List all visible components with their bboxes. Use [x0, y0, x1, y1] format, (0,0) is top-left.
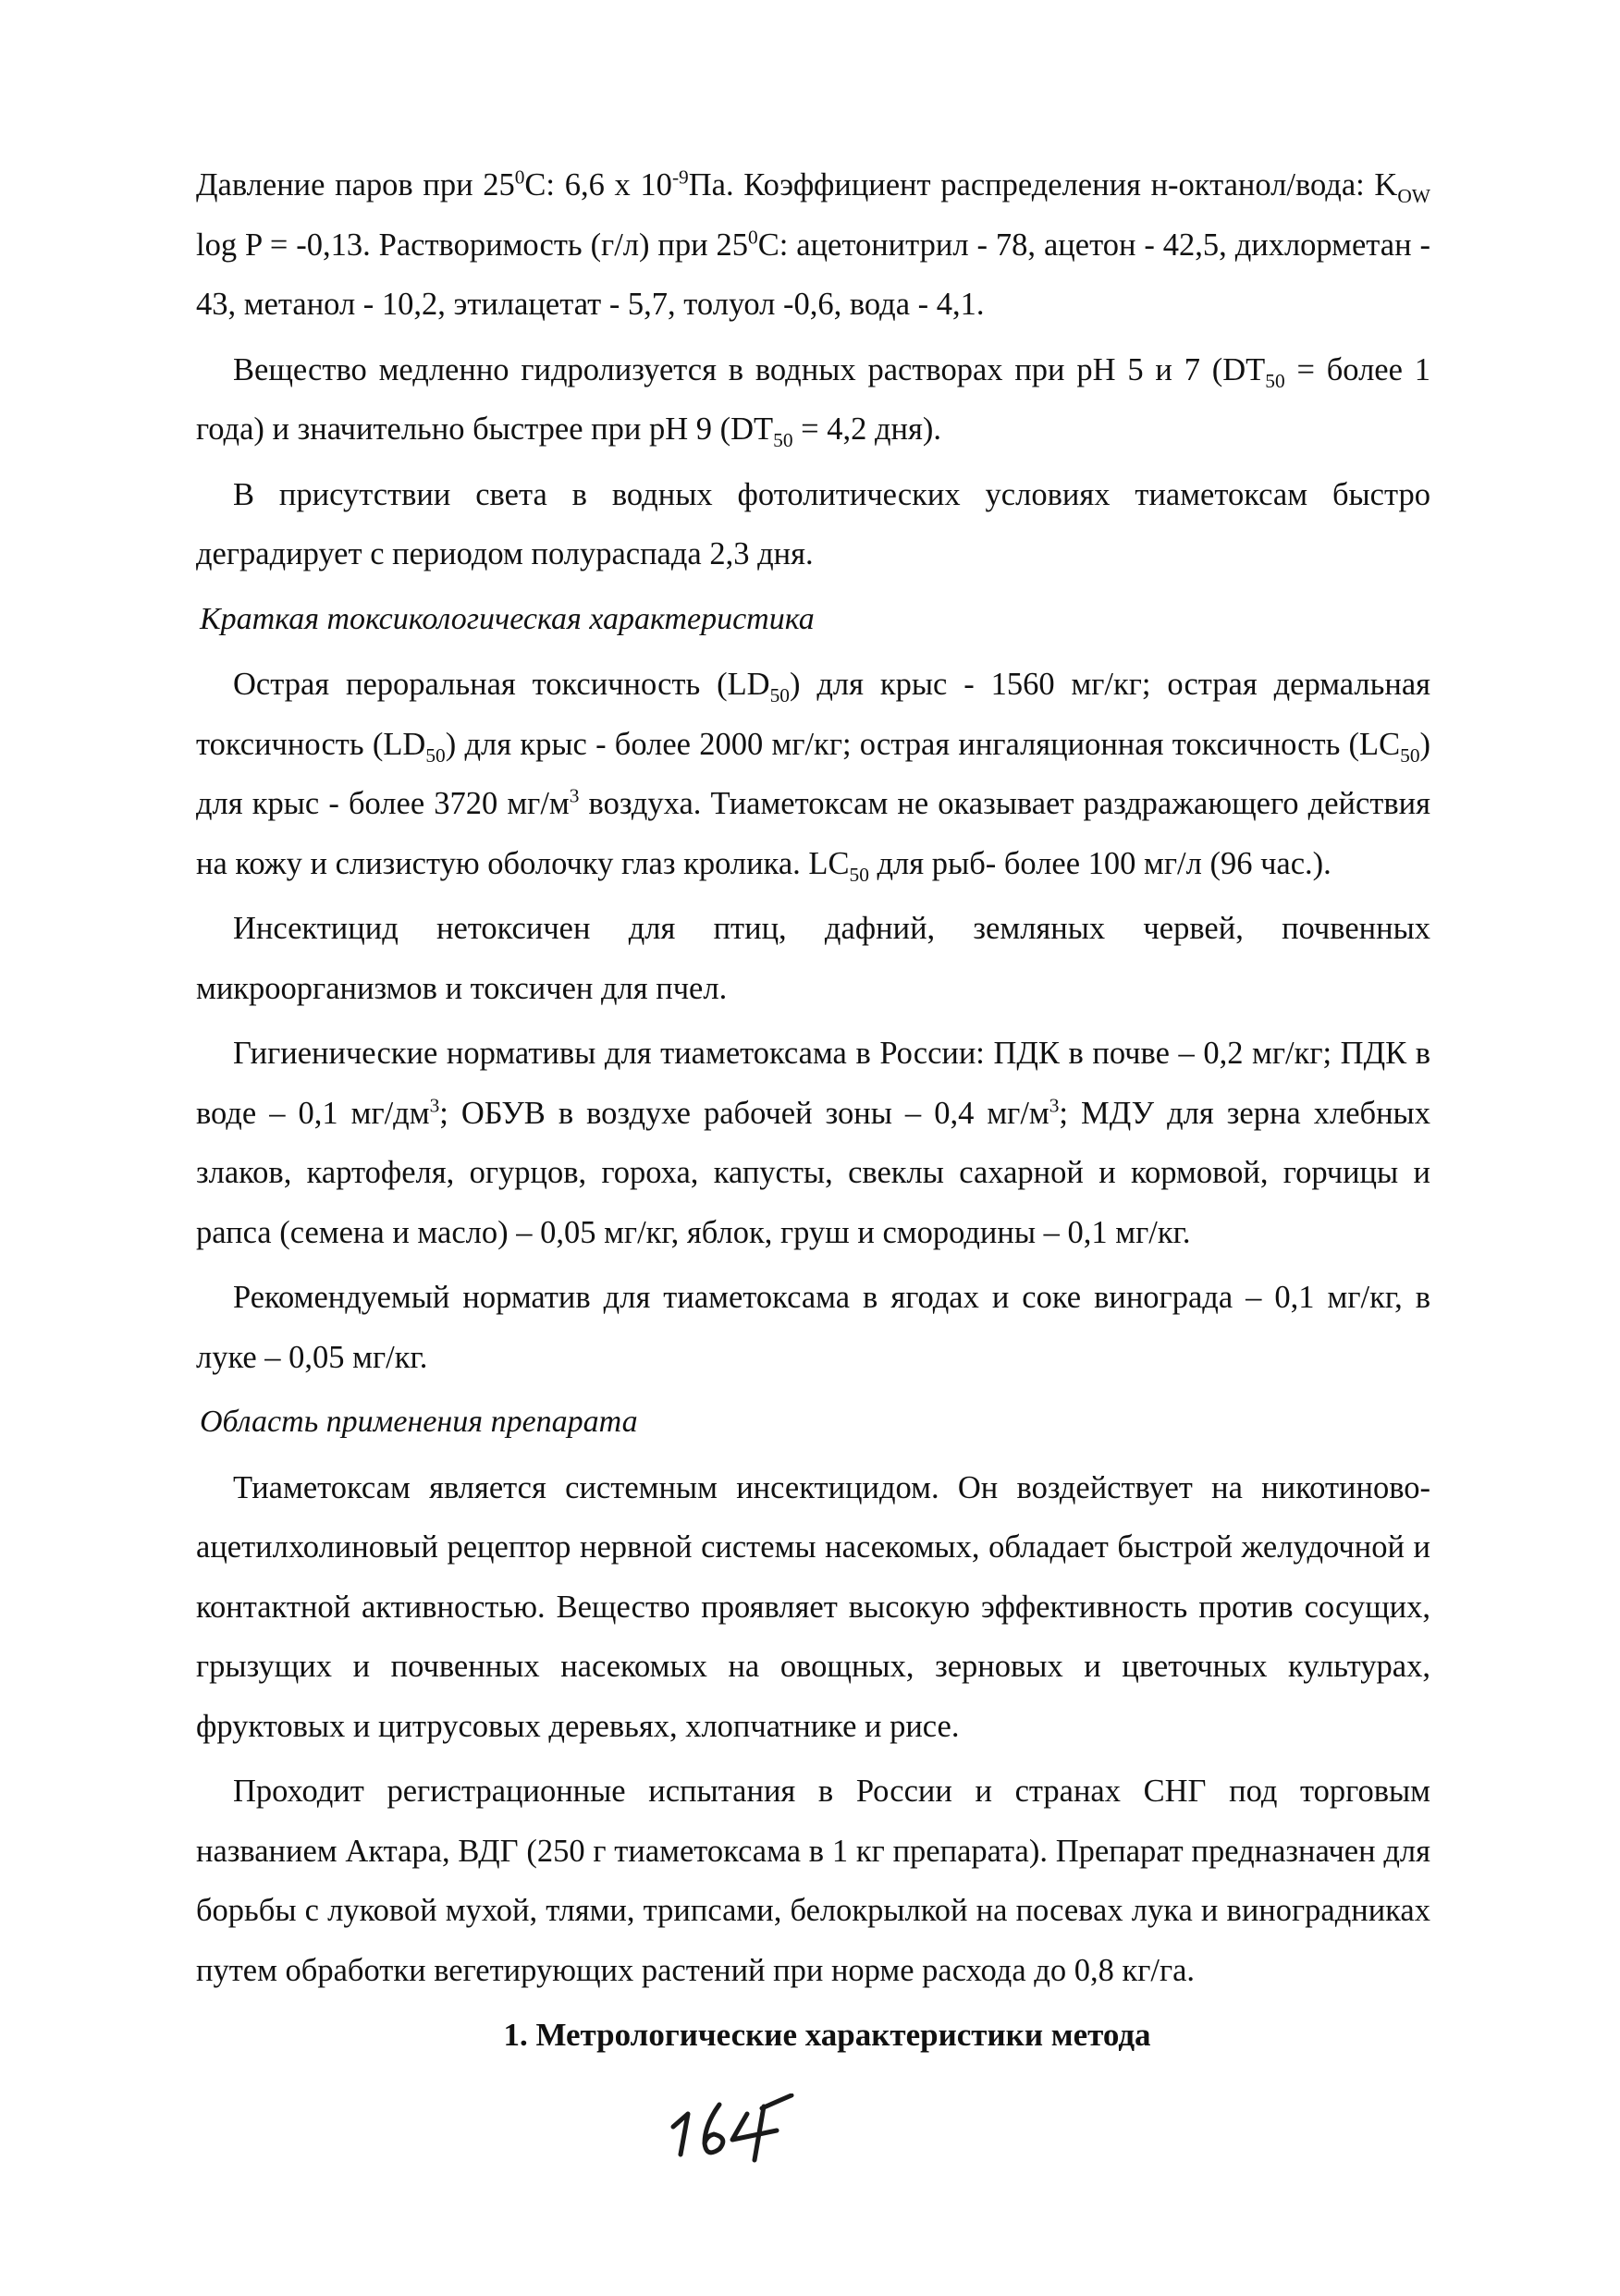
- hygiene-norms-paragraph: [196, 1024, 1430, 1262]
- degree-mark: 0: [748, 226, 758, 248]
- non-toxic-paragraph: Инсектицид нетоксичен для птиц, дафний, земляных червей, почвенных микроорганизмов и токсичен для пчел.: [196, 911, 1430, 1006]
- photolysis-paragraph: В присутствии света в водных фотолитических условиях тиаметоксам быстро деградирует с периодом полураспада 2,3 дня.: [196, 476, 1430, 571]
- text-run: воздуха. Тиаметоксам не оказывает раздражающего действия на кожу и слизистую оболочку глаз кролика. LC: [196, 786, 1430, 881]
- subscript: 50: [769, 683, 790, 706]
- toxicology-heading: Краткая токсикологическая характеристика: [200, 601, 815, 636]
- digit-1-stroke: [673, 2114, 688, 2155]
- text-run: Вещество медленно гидролизуется в водных растворах при pH 5 и 7 (DT: [233, 351, 1266, 387]
- text-run: ; ОБУВ в воздухе рабочей зоны – 0,4 мг/м: [439, 1095, 1049, 1131]
- exponent: 3: [429, 1094, 440, 1116]
- text-run: ; МДУ для зерна хлебных злаков, картофеля, огурцов, гороха, капусты, свеклы сахарной и кормовой, горчицы и рапса (семена и масло) – 0,05 мг/кг, яблок, груш и смородины – 0,1 мг/кг.: [196, 1095, 1430, 1250]
- text-run: log P = -0,13. Растворимость (г/л) при 25: [196, 227, 749, 263]
- subscript: 50: [773, 428, 793, 451]
- exponent: 3: [1049, 1094, 1060, 1116]
- text-run: = более 1 года) и значительно быстрее при pH 9 (DT: [196, 351, 1430, 447]
- degree-mark: 0: [514, 166, 525, 189]
- subscript: 50: [849, 863, 869, 886]
- subscript: 50: [1400, 743, 1420, 767]
- digit-4-stroke: [732, 2114, 777, 2140]
- text-run: С: 6,6 x 10: [524, 167, 672, 203]
- text-run: Давление паров при 25: [196, 167, 515, 203]
- text-run: Острая пероральная токсичность (LD: [233, 667, 770, 702]
- subscript: OW: [1397, 184, 1430, 207]
- exponent: 3: [569, 784, 580, 807]
- text-run: = 4,2 дня).: [792, 411, 941, 447]
- text-run: для рыб- более 100 мг/л (96 час.).: [868, 845, 1332, 881]
- text-run: Па. Коэффициент распределения н-октанол/вода: K: [688, 167, 1398, 203]
- text-run: ) для крыс - более 2000 мг/кг; острая ингаляционная токсичность (LC: [445, 726, 1401, 762]
- hydrolysis-paragraph: [196, 340, 1430, 460]
- toxicity-paragraph: [196, 655, 1430, 893]
- subscript: 50: [425, 743, 446, 767]
- document-page: [196, 155, 1430, 2066]
- subscript: 50: [1265, 369, 1285, 392]
- text-run: ) для крыс - более 3720 мг/м: [196, 726, 1430, 821]
- text-run: С: ацетонитрил - 78, ацетон - 42,5, дихлорметан - 43, метанол - 10,2, этилацетат - 5,7, толуол -0,6, вода - 4,1.: [196, 227, 1430, 322]
- digit-6-stroke: [705, 2105, 723, 2153]
- application-heading: Область применения препарата: [200, 1405, 638, 1439]
- systemic-insecticide-paragraph: Тиаметоксам является системным инсектицидом. Он воздействует на никотиново-ацетилхолиновый рецептор нервной системы насекомых, обладает быстрой желудочной и контактной активностью. Вещество проявляет высокую эффективность против сосущих, грызущих и почвенных насекомых на овощных, зерновых и цветочных культурах, фруктовых и цитрусовых деревьях, хлопчатнике и рисе.: [196, 1469, 1430, 1744]
- exponent: -9: [671, 166, 689, 189]
- handwritten-page-number: [668, 2093, 797, 2167]
- registration-paragraph: Проходит регистрационные испытания в России и странах СНГ под торговым названием Актара, ВДГ (250 г тиаметоксама в 1 кг препарата). Препарат предназначен для борьбы с луковой мухой, тлями, трипсами, белокрылкой на посевах лука и виноградниках путем обработки вегетирующих растений при норме расхода до 0,8 кг/га.: [196, 1774, 1430, 1988]
- digit-4-flourish: [762, 2095, 792, 2108]
- section-title: 1. Метрологические характеристики метода: [503, 2017, 1151, 2053]
- text-run: Гигиенические нормативы для тиаметоксама в России: ПДК в почве – 0,2 мг/кг; ПДК в воде – 0,1 мг/дм: [196, 1036, 1430, 1131]
- recommended-norm-paragraph: Рекомендуемый норматив для тиаметоксама в ягодах и соке винограда – 0,1 мг/кг, в луке – 0,05 мг/кг.: [196, 1280, 1430, 1375]
- vapor-pressure-paragraph: [196, 155, 1430, 335]
- text-run: ) для крыс - 1560 мг/кг; острая дермальная токсичность (LD: [196, 667, 1431, 762]
